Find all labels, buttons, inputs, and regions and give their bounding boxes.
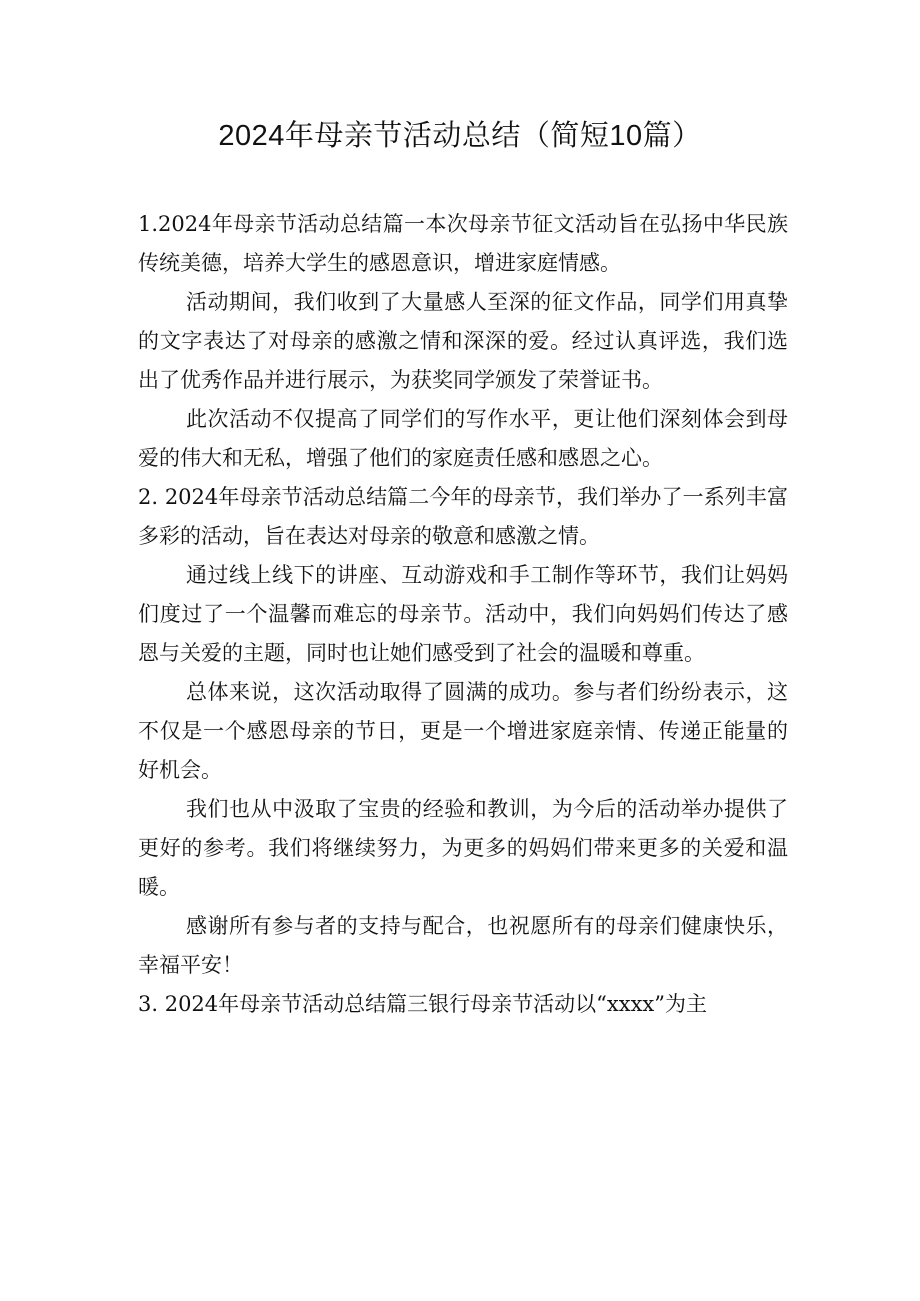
paragraph-4: 2. 2024年母亲节活动总结篇二今年的母亲节，我们举办了一系列丰富多彩的活动，旨在表达对母亲的敬意和感激之情。 <box>138 485 788 548</box>
document-title: 2024年母亲节活动总结（简短10篇） <box>218 120 702 152</box>
paragraph-6: 总体来说，这次活动取得了圆满的成功。参与者们纷纷表示，这不仅是一个感恩母亲的节日，更是一个增进家庭亲情、传递正能量的好机会。 <box>138 680 788 782</box>
document-body <box>138 205 788 1024</box>
paragraph-1: 1.2024年母亲节活动总结篇一本次母亲节征文活动旨在弘扬中华民族传统美德，培养大学生的感恩意识，增进家庭情感。 <box>138 212 788 275</box>
paragraph-3: 此次活动不仅提高了同学们的写作水平，更让他们深刻体会到母爱的伟大和无私，增强了他们的家庭责任感和感恩之心。 <box>138 407 788 470</box>
paragraph-7: 我们也从中汲取了宝贵的经验和教训，为今后的活动举办提供了更好的参考。我们将继续努力，为更多的妈妈们带来更多的关爱和温暖。 <box>138 797 788 899</box>
paragraph-8: 感谢所有参与者的支持与配合，也祝愿所有的母亲们健康快乐，幸福平安！ <box>138 914 788 977</box>
paragraph-2: 活动期间，我们收到了大量感人至深的征文作品，同学们用真挚的文字表达了对母亲的感激之情和深深的爱。经过认真评选，我们选出了优秀作品并进行展示，为获奖同学颁发了荣誉证书。 <box>138 290 788 392</box>
paragraph-5: 通过线上线下的讲座、互动游戏和手工制作等环节，我们让妈妈们度过了一个温馨而难忘的母亲节。活动中，我们向妈妈们传达了感恩与关爱的主题，同时也让她们感受到了社会的温暖和尊重。 <box>138 563 788 665</box>
paragraph-9: 3. 2024年母亲节活动总结篇三银行母亲节活动以“xxxx”为主 <box>138 992 707 1016</box>
